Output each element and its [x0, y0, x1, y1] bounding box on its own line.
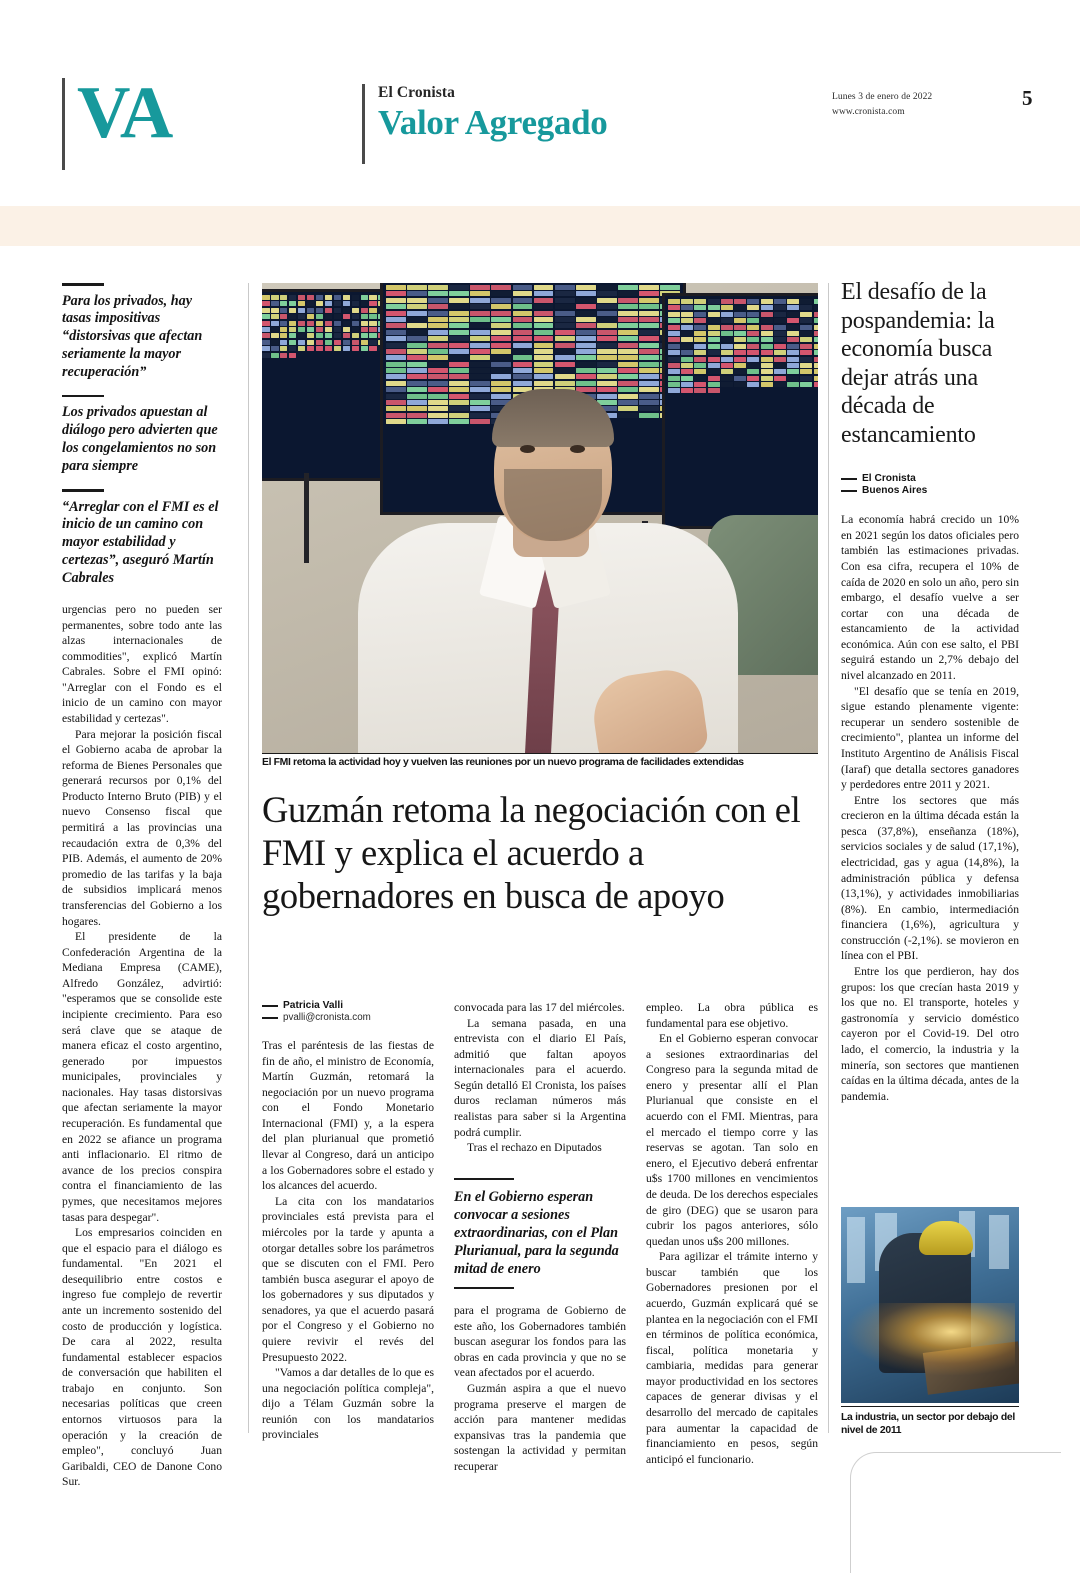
industry-photo — [841, 1207, 1019, 1403]
pull-quote-text: “Arreglar con el FMI es el inicio de un camino con mayor estabilidad y certezas”, aseguró Martín Cabrales — [62, 498, 219, 587]
story-column-1-body — [262, 1038, 434, 1443]
paragraph: "El desafío que se tenía en 2019, sigue estando plenamente vigente: recuperar un sendero sostenible de crecimiento", plantea un informe del Instituto Argentino de Análisis Fiscal (Iaraf) que detalla sectores ganadores y perdedores entre 2011 y 2021. — [841, 684, 1019, 792]
paragraph: El presidente de la Confederación Argentina de la Mediana Empresa (CAME), Alfredo González, advirtió: "esperamos que se consolide este incipiente crecimiento. Para eso será clave que se ataque de manera eficaz el costo argentino, generado por impuestos municipales, provinciales y nacionales. Hay tasas distorsivas que afectan seriamente la mayor recuperación. Es fundamental que en 2022 se afiance un programa anti inflacionario. El ritmo de avance de los precios conspira contra el financiamiento de las pymes, que necesitamos mejores tasas para despegar". — [62, 930, 222, 1224]
byline-dash-icon — [841, 478, 857, 480]
byline-email[interactable]: pvalli@cronista.com — [283, 1012, 371, 1023]
left-sidebar — [62, 283, 222, 1490]
paragraph: Entre los sectores que más crecieron en la última década están la pesca (37,8%), enseñanza (18%), servicios sociales y de salud (17,1%), electricidad, gas y agua (14,8%), la administración pública y defensa (13,1%), y actividades inmobiliarias (8%). En cambio, intermediación financiera (1,6%), agricultura y construcción (-2,1%). se movieron en línea con el PBI. — [841, 793, 1019, 963]
main-photo — [262, 283, 818, 753]
pullquote-rule-icon — [454, 1287, 514, 1289]
paragraph: En el Gobierno esperan convocar a sesiones extraordinarias del Congreso para la segunda mitad de enero y presentar allí el Plan Plurianual que consiste en el acuerdo con el FMI. Mientras, para el mercado el tiempo corre y las reservas se agotan. Tan solo en enero, el Ejecutivo deberá enfrentar u$s 1700 millones en vencimientos de deuda. De los derechos especiales de giro (DEG) que se usaron para cubrir los pagos anteriores, sólo quedan unos u$s 200 millones. — [646, 1032, 818, 1248]
paragraph: La semana pasada, en una entrevista con el diario El País, admitió que faltan apoyos internacionales para el acuerdo. Según detalló El Cronista, los países duros reclaman números más realistas para saber si la Argentina podrá cumplir. — [454, 1016, 626, 1139]
page-number: 5 — [1022, 86, 1033, 110]
paragraph: Guzmán aspira a que el nuevo programa preserve el margen de acción para mantener medidas expansivas tras la pandemia que sostengan la actividad y permitan recuperar — [454, 1381, 626, 1473]
story-column-2 — [454, 1000, 626, 1474]
sidebar-byline — [841, 473, 1019, 496]
pull-quote-1 — [62, 283, 222, 382]
byline-author: Patricia Valli — [283, 1000, 344, 1011]
va-logo: VA — [77, 72, 173, 154]
paragraph: Tras el rechazo en Diputados — [467, 1141, 602, 1155]
story-column-3-body — [646, 1000, 818, 1467]
paragraph: "Vamos a dar detalles de lo que es una negociación política compleja", dijo a Télam Guzmán sobre la reunión con los mandatarios provinciales — [262, 1366, 434, 1442]
column-rule-2 — [828, 283, 829, 1433]
quote-rule-icon — [62, 283, 104, 286]
person-figure — [358, 433, 738, 753]
story-column-2-top — [454, 1000, 626, 1156]
eye-left — [520, 445, 535, 453]
factory-window — [847, 1217, 865, 1283]
sidebar-body — [841, 512, 1019, 1104]
masthead-meta — [832, 90, 932, 119]
byline-dash-icon — [262, 1017, 278, 1019]
pull-quote-text: Para los privados, hay tasas impositivas “distorsivas que afectan seriamente la mayor recuperación” — [62, 292, 203, 381]
story-pullquote — [454, 1178, 626, 1289]
main-headline: Guzmán retoma la negociación con el FMI y explica el acuerdo a gobernadores en busca de apoyo — [262, 789, 801, 916]
brand-rule — [362, 84, 365, 164]
eye-right — [570, 445, 585, 453]
grinding-sparks — [847, 1303, 1015, 1375]
pullquote-text: En el Gobierno esperan convocar a sesiones extraordinarias, con el Plan Plurianual, para la segunda mitad de enero — [454, 1189, 619, 1278]
va-logo-block — [62, 72, 173, 170]
paragraph: Para agilizar el trámite interno y buscar también que los Gobernadores presionen por el acuerdo, Guzmán explicará qué se plantea en la negociación con el FMI en términos de política económica, fiscal, política monetaria y cambiaria, medidas para generar mayor productividad en los sectores capaces de generar divisas y el desarrollo del mercado de capitales para aumentar la capacidad de financiamiento en pesos, según anticipó el funcionario. — [646, 1250, 818, 1466]
paragraph: Para mejorar la posición fiscal el Gobierno acaba de aprobar la reforma de Bienes Personales que generará recursos por 0,1% del Producto Interno Bruto (PIB) y el nuevo Consenso fiscal que permitirá a las provincias una recaudación extra de 0,3% del PIB. Además, el aumento de 20% promedio de las tarifas y la baja de subsidios implicará menos transferencias del Gobierno a los hogares. — [62, 727, 222, 928]
left-sidebar-body — [62, 602, 222, 1490]
publication-date: Lunes 3 de enero de 2022 — [832, 92, 933, 102]
sidebar-byline-source: El Cronista — [862, 473, 916, 485]
brand-block — [362, 84, 608, 164]
main-story-columns — [262, 1000, 818, 1474]
paragraph: Los empresarios coinciden en que el espacio para el diálogo es fundamental. "En 2021 el desequilibrio entre costos e ingreso fue complejo de revertir ante un incremento sostenido del costo de producción y logística. De cara al 2022, resulta fundamental establecer espacios de conversación que habiliten el trabajo en conjunto. Son necesarias políticas que creen entornos virtuosos para la operación y la creación de empleo", concluyó Juan Garibaldi, CEO de Danone Cono Sur. — [62, 1226, 222, 1489]
industry-photo-caption: La industria, un sector por debajo del nivel de 2011 — [841, 1412, 1015, 1437]
pull-quote-text: Los privados apuestan al diálogo pero advierten que los congelamientos no son para siempre — [62, 404, 218, 475]
safety-helmet — [919, 1221, 973, 1255]
pull-quote-3 — [62, 489, 222, 588]
paragraph: convocada para las 17 del miércoles. — [454, 1001, 625, 1014]
byline — [262, 1000, 434, 1023]
sidebar-byline-place: Buenos Aires — [862, 485, 928, 497]
decorative-band — [0, 206, 1080, 246]
byline-dash-icon — [262, 1005, 278, 1007]
brand-kicker: El Cronista — [378, 84, 456, 101]
quote-rule-icon — [62, 489, 104, 492]
brand-title: Valor Agregado — [378, 103, 608, 142]
masthead — [0, 0, 1080, 205]
sidebar-headline: El desafío de la pospandemia: la economía busca dejar atrás una década de estancamiento — [841, 279, 995, 448]
quote-rule-icon — [62, 395, 104, 398]
pull-quote-2 — [62, 395, 222, 476]
main-photo-caption-bar — [262, 753, 818, 772]
paragraph: urgencias pero no pueden ser permanentes, sobre todo ante las alzas internacionales de commodities", explicó Martín Cabrales. Sobre el FMI opinó: "Arreglar con el Fondo es el inicio de un camino con mayor estabilidad y certezas". — [62, 602, 222, 726]
publication-website: www.cronista.com — [832, 106, 905, 117]
pullquote-rule-icon — [454, 1178, 514, 1181]
factory-window — [989, 1215, 1009, 1269]
industry-photo-caption-bar — [841, 1406, 1019, 1437]
paragraph: La cita con los mandatarios provinciales está prevista para el miércoles por la tarde y apunta a otorgar detalles sobre los parámetros que se discuten con el FMI. Pero también busca asegurar el apoyo de los gobernadores y sus diputados y senadores, ya que el acuerdo pasará por el Congreso y el Gobierno no quiere revivir el revés del Presupuesto 2022. — [262, 1194, 434, 1364]
page-corner-decoration — [850, 1452, 1061, 1573]
paragraph: para el programa de Gobierno de este año, los Gobernadores también buscan asegurar los fondos para las obras en cada provincia y que no se vean afectados por el acuerdo. — [454, 1304, 626, 1380]
story-column-3 — [646, 1000, 818, 1474]
paragraph: empleo. La obra pública es fundamental para ese objetivo. — [646, 1001, 818, 1030]
story-column-2-bottom — [454, 1303, 626, 1474]
paragraph: La economía habrá crecido un 10% en 2021 según los datos oficiales pero también las estimaciones privadas. Con esa cifra, recupera el 10% de caída de 2020 en solo un año, pero sin embargo, el desafío vuelve a ser cortar con una década de estancamiento de la actividad económica. Aún con ese salto, el PBI seguirá estando un 2,7% debajo del nivel alcanzado en 2011. — [841, 513, 1019, 683]
main-photo-caption: El FMI retoma la actividad hoy y vuelven las reuniones por un nuevo programa de facilidades extendidas — [262, 757, 744, 768]
main-story — [262, 283, 818, 918]
right-sidebar — [841, 278, 1019, 1104]
byline-dash-icon — [841, 490, 857, 492]
column-rule-1 — [248, 283, 249, 1433]
va-logo-rule — [62, 78, 65, 170]
paragraph: Tras el paréntesis de las fiestas de fin de año, el ministro de Economía, Martín Guzmán, retomará la negociación por un nuevo programa con el Fondo Monetario Internacional (FMI) y, a la espera del plan plurianual que prometió llevar al Congreso, dará un anticipo a los Gobernadores sobre el estado y los alcances del acuerdo. — [262, 1039, 434, 1193]
paragraph: Entre los que perdieron, hay dos grupos: los que crecían hasta 2019 y los que no. El transporte, hoteles y gastronomía y servicio doméstico cayeron por el Covid-19. Del otro lado, el comercio, la industria y la minería, son sectores que mantienen caídas en la última década, antes de la pandemia. — [841, 965, 1019, 1103]
story-column-1 — [262, 1000, 434, 1474]
monitor-stand — [304, 473, 309, 563]
